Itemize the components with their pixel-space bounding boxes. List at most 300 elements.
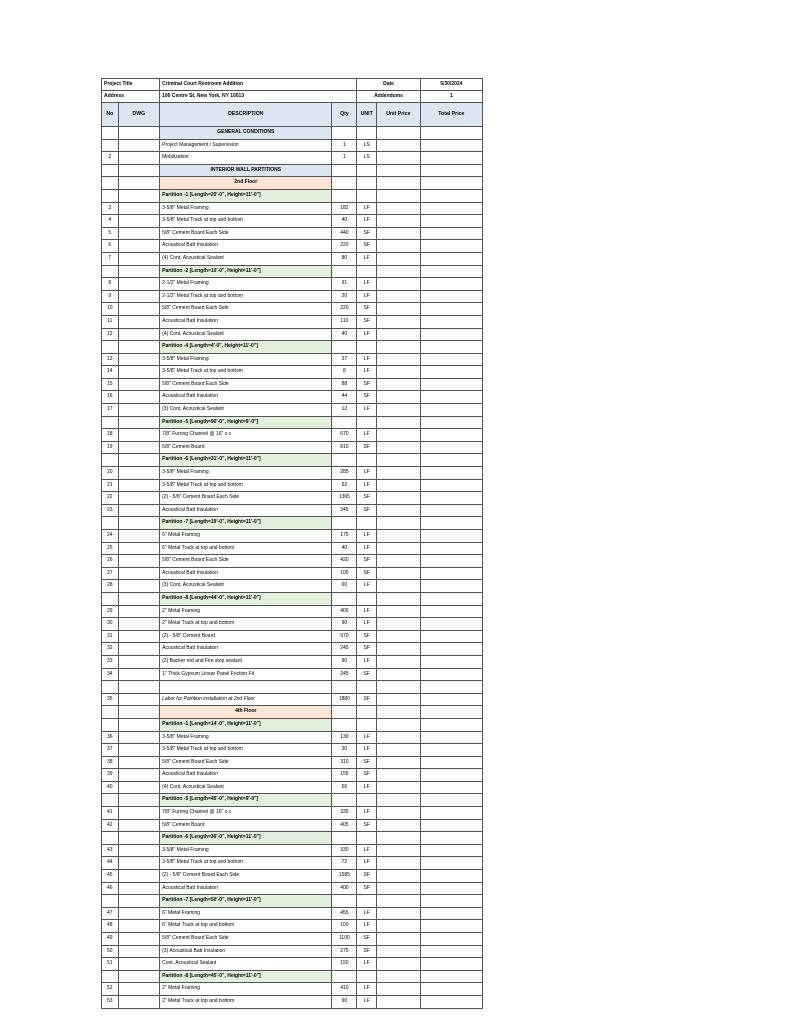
table-row [102, 341, 483, 354]
row-unit-price [377, 907, 421, 920]
row-total-price [420, 995, 482, 1008]
row-description: 3-5/8" Metal Framing [160, 202, 332, 215]
table-row [102, 177, 483, 190]
row-unit: LF [357, 618, 377, 631]
row-qty: 410 [332, 983, 357, 996]
row-unit-price [377, 857, 421, 870]
row-total-price [420, 769, 482, 782]
row-no: 51 [102, 958, 119, 971]
row-no: 20 [102, 467, 119, 480]
row-qty: 155 [332, 769, 357, 782]
row-dwg [118, 127, 160, 140]
row-unit: LF [357, 215, 377, 228]
row-description [160, 681, 332, 694]
row-qty: 182 [332, 202, 357, 215]
row-unit [357, 177, 377, 190]
row-qty [332, 265, 357, 278]
row-total-price [420, 404, 482, 417]
table-row [102, 744, 483, 757]
row-dwg [118, 429, 160, 442]
row-description: (3) Acoustical Batt Insulation [160, 945, 332, 958]
row-total-price [420, 958, 482, 971]
row-dwg [118, 202, 160, 215]
row-qty: 175 [332, 530, 357, 543]
table-row [102, 328, 483, 341]
row-unit-price [377, 945, 421, 958]
row-no [102, 127, 119, 140]
table-row [102, 870, 483, 883]
row-description: Partition -5 [Length=45'-0", Height=9'-0"] [160, 794, 332, 807]
row-no: 6 [102, 240, 119, 253]
row-description: Partition -6 [Length=36'-0", Height=11'-0"] [160, 832, 332, 845]
row-qty [332, 592, 357, 605]
row-no [102, 895, 119, 908]
row-unit: LF [357, 744, 377, 757]
row-no [102, 681, 119, 694]
row-unit: SF [357, 315, 377, 328]
row-unit: LF [357, 202, 377, 215]
row-unit: LF [357, 731, 377, 744]
row-unit [357, 265, 377, 278]
row-description: (2) - 5/8" Cement Board [160, 630, 332, 643]
row-qty [332, 794, 357, 807]
row-no: 45 [102, 870, 119, 883]
row-dwg [118, 844, 160, 857]
row-unit [357, 127, 377, 140]
row-unit: LF [357, 580, 377, 593]
row-unit-price [377, 429, 421, 442]
row-unit: LF [357, 807, 377, 820]
row-description: Partition -8 [Length=44'-0", Height=11'-0"] [160, 592, 332, 605]
table-row [102, 404, 483, 417]
row-dwg [118, 630, 160, 643]
row-dwg [118, 958, 160, 971]
row-total-price [420, 265, 482, 278]
row-dwg [118, 643, 160, 656]
row-dwg [118, 857, 160, 870]
row-description: GENERAL CONDITIONS [160, 127, 332, 140]
row-no: 16 [102, 391, 119, 404]
row-unit [357, 189, 377, 202]
table-row [102, 441, 483, 454]
row-unit: SF [357, 555, 377, 568]
row-description: Partition -6 [Length=31'-0", Height=11'-0"] [160, 454, 332, 467]
row-no: 5 [102, 227, 119, 240]
row-total-price [420, 794, 482, 807]
row-dwg [118, 328, 160, 341]
row-description: Partition -4 [Length=4'-0", Height=11'-0"] [160, 341, 332, 354]
row-dwg [118, 605, 160, 618]
row-qty: 335 [332, 807, 357, 820]
row-dwg [118, 668, 160, 681]
row-total-price [420, 504, 482, 517]
row-no: 14 [102, 366, 119, 379]
table-row [102, 995, 483, 1008]
row-unit-price [377, 378, 421, 391]
row-qty: 285 [332, 467, 357, 480]
row-description: Labor for Partition installation at 2nd Floor [160, 693, 332, 706]
row-dwg [118, 655, 160, 668]
row-unit: LF [357, 605, 377, 618]
row-description: 3-5/8" Metal Framing [160, 353, 332, 366]
row-qty: 88 [332, 378, 357, 391]
row-qty: 440 [332, 227, 357, 240]
row-unit: LF [357, 467, 377, 480]
row-unit-price [377, 807, 421, 820]
row-total-price [420, 693, 482, 706]
row-no: 18 [102, 429, 119, 442]
row-dwg [118, 139, 160, 152]
bid-table [101, 78, 483, 1009]
row-qty: 105 [332, 567, 357, 580]
table-row [102, 215, 483, 228]
row-description: (4) Cont. Acoustical Sealant [160, 781, 332, 794]
row-unit-price [377, 164, 421, 177]
row-unit [357, 718, 377, 731]
table-row [102, 731, 483, 744]
row-total-price [420, 164, 482, 177]
row-qty: 400 [332, 882, 357, 895]
row-no: 37 [102, 744, 119, 757]
row-total-price [420, 668, 482, 681]
row-description: Acoustical Batt Insulation [160, 769, 332, 782]
row-no: 2 [102, 152, 119, 165]
row-dwg [118, 530, 160, 543]
col-header-unit-price: Unit Price [377, 103, 421, 127]
row-description: 3-5/8" Metal Track at top and bottom [160, 857, 332, 870]
row-qty: 80 [332, 252, 357, 265]
col-header-no: No [102, 103, 119, 127]
row-total-price [420, 744, 482, 757]
row-total-price [420, 870, 482, 883]
table-row [102, 681, 483, 694]
row-unit-price [377, 794, 421, 807]
row-dwg [118, 517, 160, 530]
table-row [102, 542, 483, 555]
row-description: 3-5/8" Metal Track at top and bottom [160, 366, 332, 379]
row-unit: LF [357, 920, 377, 933]
row-no [102, 794, 119, 807]
row-dwg [118, 592, 160, 605]
table-row [102, 756, 483, 769]
row-qty: 810 [332, 441, 357, 454]
row-qty: 20 [332, 290, 357, 303]
col-header-qty: Qty [332, 103, 357, 127]
row-no: 19 [102, 441, 119, 454]
row-total-price [420, 454, 482, 467]
col-header-description: DESCRIPTION [160, 103, 332, 127]
row-unit-price [377, 882, 421, 895]
row-unit: LF [357, 429, 377, 442]
row-description: 2" Metal Track at top and bottom [160, 618, 332, 631]
row-dwg [118, 555, 160, 568]
row-unit-price [377, 744, 421, 757]
row-unit-price [377, 366, 421, 379]
row-qty: 90 [332, 995, 357, 1008]
row-description: Acoustical Batt Insulation [160, 882, 332, 895]
row-no: 38 [102, 756, 119, 769]
row-qty [332, 416, 357, 429]
row-description: 5/8" Cement Board [160, 441, 332, 454]
row-description: 5/8" Cement Board Each Side [160, 933, 332, 946]
row-total-price [420, 189, 482, 202]
row-dwg [118, 781, 160, 794]
row-total-price [420, 781, 482, 794]
row-unit [357, 794, 377, 807]
table-row [102, 517, 483, 530]
row-description: Partition -8 [Length=45'-0", Height=11'-0"] [160, 970, 332, 983]
row-dwg [118, 240, 160, 253]
row-unit [357, 706, 377, 719]
table-row [102, 391, 483, 404]
row-no: 7 [102, 252, 119, 265]
row-dwg [118, 504, 160, 517]
row-unit-price [377, 139, 421, 152]
table-row [102, 693, 483, 706]
row-dwg [118, 706, 160, 719]
row-no [102, 164, 119, 177]
row-unit-price [377, 933, 421, 946]
row-unit-price [377, 265, 421, 278]
row-no: 44 [102, 857, 119, 870]
row-qty: 970 [332, 630, 357, 643]
row-dwg [118, 391, 160, 404]
table-row [102, 668, 483, 681]
row-unit: SF [357, 567, 377, 580]
row-description: 3-5/8" Metal Track at top and bottom [160, 744, 332, 757]
row-dwg [118, 303, 160, 316]
project-title: Criminal Court Restroom Addition [160, 79, 357, 91]
table-row [102, 127, 483, 140]
row-total-price [420, 920, 482, 933]
row-unit: LF [357, 404, 377, 417]
row-no: 47 [102, 907, 119, 920]
row-description: 2nd Floor [160, 177, 332, 190]
row-dwg [118, 618, 160, 631]
row-unit-price [377, 353, 421, 366]
row-total-price [420, 441, 482, 454]
table-row [102, 895, 483, 908]
row-qty: 330 [332, 844, 357, 857]
row-dwg [118, 819, 160, 832]
table-row [102, 945, 483, 958]
row-dwg [118, 416, 160, 429]
row-description: 5/8" Cement Board Each Side [160, 227, 332, 240]
row-description: Acoustical Batt Insulation [160, 567, 332, 580]
row-description: 5/8" Cement Board Each Side [160, 303, 332, 316]
row-no: 28 [102, 580, 119, 593]
row-description: 5/8" Cement Board [160, 819, 332, 832]
row-unit-price [377, 970, 421, 983]
table-row [102, 592, 483, 605]
table-row [102, 630, 483, 643]
table-row [102, 240, 483, 253]
table-row [102, 907, 483, 920]
row-unit: SF [357, 303, 377, 316]
row-total-price [420, 542, 482, 555]
date-value: 5/30/2024 [420, 79, 482, 91]
row-dwg [118, 920, 160, 933]
row-total-price [420, 882, 482, 895]
row-total-price [420, 315, 482, 328]
row-unit: LF [357, 857, 377, 870]
row-unit-price [377, 718, 421, 731]
row-unit: LF [357, 958, 377, 971]
row-dwg [118, 152, 160, 165]
row-total-price [420, 215, 482, 228]
row-no: 24 [102, 530, 119, 543]
row-unit-price [377, 983, 421, 996]
row-unit: LF [357, 290, 377, 303]
row-dwg [118, 580, 160, 593]
table-row [102, 718, 483, 731]
row-qty: 40 [332, 328, 357, 341]
row-no: 49 [102, 933, 119, 946]
row-dwg [118, 252, 160, 265]
table-row [102, 643, 483, 656]
row-qty: 44 [332, 391, 357, 404]
row-unit-price [377, 844, 421, 857]
row-total-price [420, 907, 482, 920]
row-qty: 130 [332, 731, 357, 744]
row-dwg [118, 227, 160, 240]
row-no: 25 [102, 542, 119, 555]
row-total-price [420, 555, 482, 568]
row-unit-price [377, 479, 421, 492]
row-unit-price [377, 278, 421, 291]
row-no [102, 718, 119, 731]
table-row [102, 416, 483, 429]
row-unit-price [377, 731, 421, 744]
row-description: (3) Cont. Acoustical Sealant [160, 580, 332, 593]
table-row [102, 530, 483, 543]
row-qty: 1 [332, 139, 357, 152]
addendums-value: 1 [420, 91, 482, 103]
row-no: 15 [102, 378, 119, 391]
row-qty: 1585 [332, 870, 357, 883]
row-qty: 245 [332, 668, 357, 681]
row-total-price [420, 605, 482, 618]
row-description: Mobilization [160, 152, 332, 165]
row-unit-price [377, 819, 421, 832]
table-row [102, 769, 483, 782]
row-unit-price [377, 504, 421, 517]
row-description: 5/8" Cement Board Each Side [160, 555, 332, 568]
row-total-price [420, 240, 482, 253]
row-total-price [420, 416, 482, 429]
row-unit-price [377, 920, 421, 933]
row-dwg [118, 983, 160, 996]
table-row [102, 706, 483, 719]
row-description: (4) Cont. Acoustical Sealant [160, 252, 332, 265]
row-description: 2" Metal Framing [160, 605, 332, 618]
row-no: 40 [102, 781, 119, 794]
row-description: (3) Cont. Acoustical Sealant [160, 404, 332, 417]
row-dwg [118, 290, 160, 303]
table-row [102, 353, 483, 366]
row-dwg [118, 366, 160, 379]
row-total-price [420, 706, 482, 719]
row-qty: 60 [332, 580, 357, 593]
table-row [102, 290, 483, 303]
row-qty [332, 454, 357, 467]
row-qty: 40 [332, 542, 357, 555]
row-dwg [118, 807, 160, 820]
row-description: Partition -1 [Length=14'-0", Height=11'-0"] [160, 718, 332, 731]
row-qty [332, 970, 357, 983]
row-no [102, 416, 119, 429]
row-dwg [118, 945, 160, 958]
row-total-price [420, 366, 482, 379]
row-total-price [420, 933, 482, 946]
row-dwg [118, 454, 160, 467]
row-unit-price [377, 643, 421, 656]
row-qty [332, 681, 357, 694]
row-no: 46 [102, 882, 119, 895]
row-unit: SF [357, 945, 377, 958]
row-description: Partition -2 [Length=10'-0", Height=11'-0"] [160, 265, 332, 278]
row-no [102, 454, 119, 467]
row-total-price [420, 530, 482, 543]
row-total-price [420, 278, 482, 291]
row-qty [332, 177, 357, 190]
row-qty: 62 [332, 479, 357, 492]
row-qty: 90 [332, 655, 357, 668]
row-unit: SF [357, 756, 377, 769]
row-qty: 8 [332, 366, 357, 379]
row-qty [332, 189, 357, 202]
row-dwg [118, 970, 160, 983]
row-unit-price [377, 517, 421, 530]
table-row [102, 189, 483, 202]
row-total-price [420, 152, 482, 165]
row-dwg [118, 341, 160, 354]
row-unit-price [377, 391, 421, 404]
row-no: 42 [102, 819, 119, 832]
row-qty [332, 341, 357, 354]
row-total-price [420, 479, 482, 492]
row-description: Acoustical Batt Insulation [160, 391, 332, 404]
row-unit-price [377, 605, 421, 618]
row-unit-price [377, 580, 421, 593]
row-unit: LF [357, 328, 377, 341]
row-no [102, 592, 119, 605]
row-dwg [118, 718, 160, 731]
row-total-price [420, 391, 482, 404]
row-total-price [420, 378, 482, 391]
row-unit-price [377, 215, 421, 228]
row-description: (2) Backer rod and Fire stop sealant [160, 655, 332, 668]
row-unit-price [377, 328, 421, 341]
row-dwg [118, 441, 160, 454]
row-unit: SF [357, 504, 377, 517]
row-dwg [118, 492, 160, 505]
table-row [102, 366, 483, 379]
row-unit: LF [357, 995, 377, 1008]
row-dwg [118, 681, 160, 694]
row-description: Acoustical Batt Insulation [160, 315, 332, 328]
row-no: 35 [102, 693, 119, 706]
table-row [102, 454, 483, 467]
row-total-price [420, 353, 482, 366]
row-unit-price [377, 454, 421, 467]
row-no: 10 [102, 303, 119, 316]
row-no [102, 341, 119, 354]
table-row [102, 467, 483, 480]
table-row [102, 655, 483, 668]
row-unit: SF [357, 819, 377, 832]
row-description: Partition -7 [Length=19'-0", Height=11'-0"] [160, 517, 332, 530]
